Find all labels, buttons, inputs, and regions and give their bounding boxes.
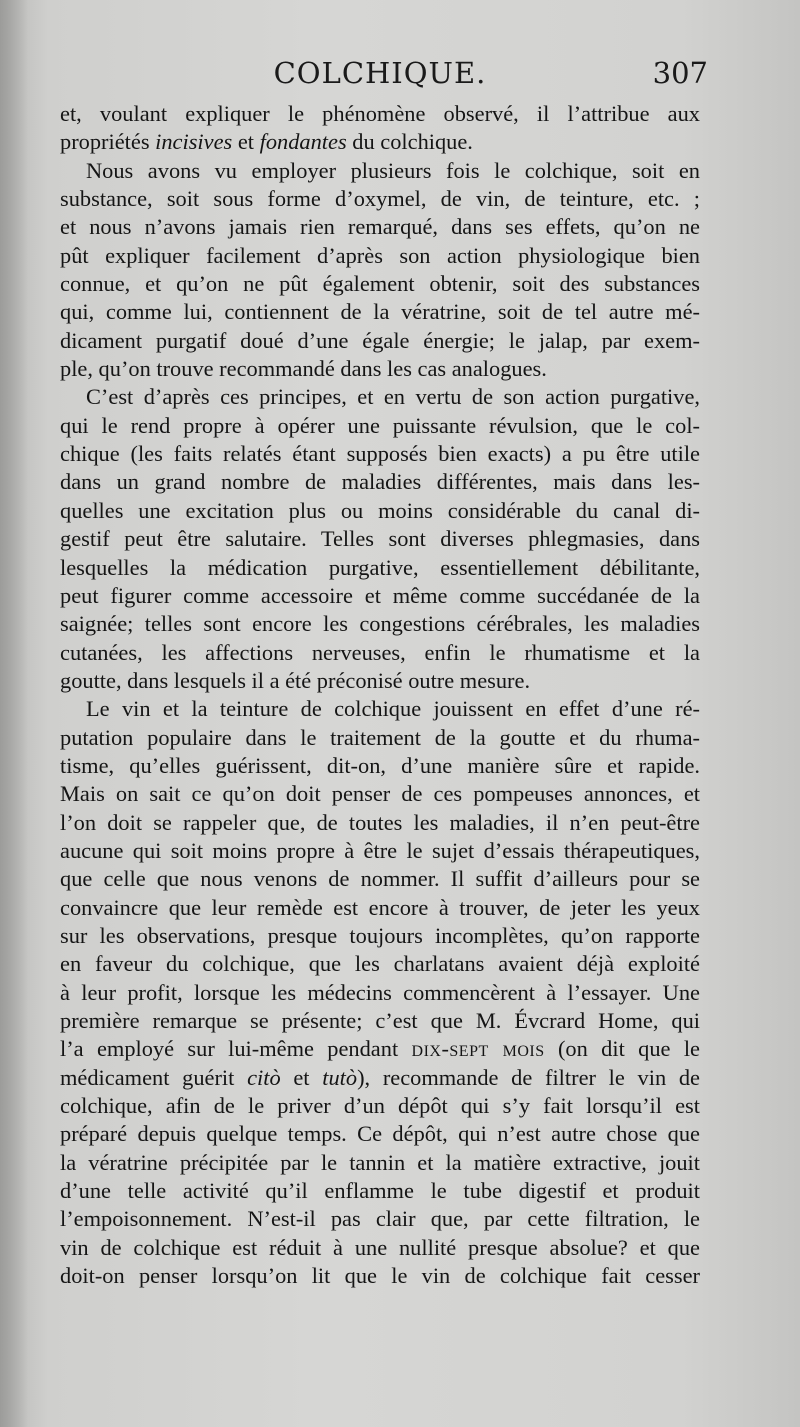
page-header	[60, 56, 708, 96]
gutter-shadow	[0, 0, 28, 1427]
text-line: l’empoisonnement. N’est-il pas clair que, par cette filtration, le	[60, 1206, 700, 1232]
italic-term: fondantes	[259, 129, 347, 155]
text-line: colchique, afin de le priver d’un dépôt qui s’y fait lorsqu’il est	[60, 1093, 700, 1119]
text-line: connue, et qu’on ne pût également obtenir, soit des substances	[60, 271, 700, 297]
text-line: préparé depuis quelque temps. Ce dépôt, qui n’est autre chose que	[60, 1121, 700, 1147]
italic-term: incisives	[155, 129, 233, 155]
text-line: putation populaire dans le traitement de la goutte et du rhuma-	[60, 724, 700, 750]
text-line: peut figurer comme accessoire et même comme succédanée de la	[60, 582, 700, 608]
text-line: aucune qui soit moins propre à être le sujet d’essais thérapeutiques,	[60, 837, 700, 863]
text-line: propriétés incisives et fondantes du colchique.	[60, 129, 473, 155]
text-line: sur les observations, presque toujours incomplètes, qu’on rapporte	[60, 922, 700, 948]
text-line: médicament guérit citò et tutò), recommande de filtrer le vin de	[60, 1064, 700, 1090]
page-number: 307	[652, 56, 708, 90]
text-line: l’on doit se rappeler que, de toutes les maladies, il n’en peut-être	[60, 809, 700, 835]
text-line: quelles une excitation plus ou moins considérable du canal di-	[60, 497, 700, 523]
italic-term: tutò	[322, 1064, 358, 1090]
text-line: qui le rend propre à opérer une puissante révulsion, que le col-	[60, 412, 700, 438]
text-line: dicament purgatif doué d’une égale énergie; le jalap, par exem-	[60, 327, 700, 353]
text-line: l’a employé sur lui-même pendant dix-sept mois (on dit que le	[60, 1036, 700, 1062]
text-line: qui, comme lui, contiennent de la vératrine, soit de tel autre mé-	[60, 299, 700, 325]
text-line: lesquelles la médication purgative, essentiellement débilitante,	[60, 554, 700, 580]
text-line: Nous avons vu employer plusieurs fois le colchique, soit en	[86, 157, 700, 183]
text-line: et, voulant expliquer le phénomène observé, il l’attribue aux	[60, 101, 700, 126]
text-line: Mais on sait ce qu’on doit penser de ces pompeuses annonces, et	[60, 781, 700, 807]
text-line: cutanées, les affections nerveuses, enfin le rhumatisme et la	[60, 639, 700, 665]
text-line: vin de colchique est réduit à une nullité presque absolue? et que	[60, 1234, 700, 1260]
text-line: saignée; telles sont encore les congestions cérébrales, les maladies	[60, 611, 700, 637]
small-caps-term: dix-sept mois	[411, 1036, 545, 1062]
text-line: et nous n’avons jamais rien remarqué, dans ses effets, qu’on ne	[60, 214, 700, 240]
text-line: à leur profit, lorsque les médecins commencèrent à l’essayer. Une	[60, 979, 700, 1005]
text-line: chique (les faits relatés étant supposés bien exacts) a pu être utile	[60, 441, 700, 467]
text-line: pût expliquer facilement d’après son action physiologique bien	[60, 242, 700, 268]
text-line: dans un grand nombre de maladies différentes, mais dans les-	[60, 469, 700, 495]
body-text	[60, 100, 700, 1290]
text-line: la vératrine précipitée par le tannin et la matière extractive, jouit	[60, 1149, 700, 1175]
text-line: Le vin et la teinture de colchique jouissent en effet d’une ré-	[86, 696, 700, 722]
text-line: gestif peut être salutaire. Telles sont diverses phlegmasies, dans	[60, 526, 700, 552]
text-line: C’est d’après ces principes, et en vertu de son action purgative,	[86, 384, 700, 410]
text-line: d’une telle activité qu’il enflamme le tube digestif et produit	[60, 1178, 700, 1204]
text-line: doit-on penser lorsqu’on lit que le vin de colchique fait cesser	[60, 1263, 700, 1289]
text-line: goutte, dans lesquels il a été préconisé outre mesure.	[60, 667, 531, 693]
text-line: première remarque se présente; c’est que M. Évcrard Home, qui	[60, 1008, 700, 1033]
running-title: COLCHIQUE.	[273, 56, 487, 90]
text-line: substance, soit sous forme d’oxymel, de vin, de teinture, etc. ;	[60, 186, 700, 212]
text-line: en faveur du colchique, que les charlatans avaient déjà exploité	[60, 951, 700, 977]
text-line: tisme, qu’elles guérissent, dit-on, d’une manière sûre et rapide.	[60, 752, 700, 778]
text-line: ple, qu’on trouve recommandé dans les cas analogues.	[60, 356, 547, 382]
text-line: que celle que nous venons de nommer. Il suffit d’ailleurs pour se	[60, 866, 700, 892]
text-line: convaincre que leur remède est encore à trouver, de jeter les yeux	[60, 894, 700, 920]
italic-term: citò	[247, 1064, 281, 1090]
